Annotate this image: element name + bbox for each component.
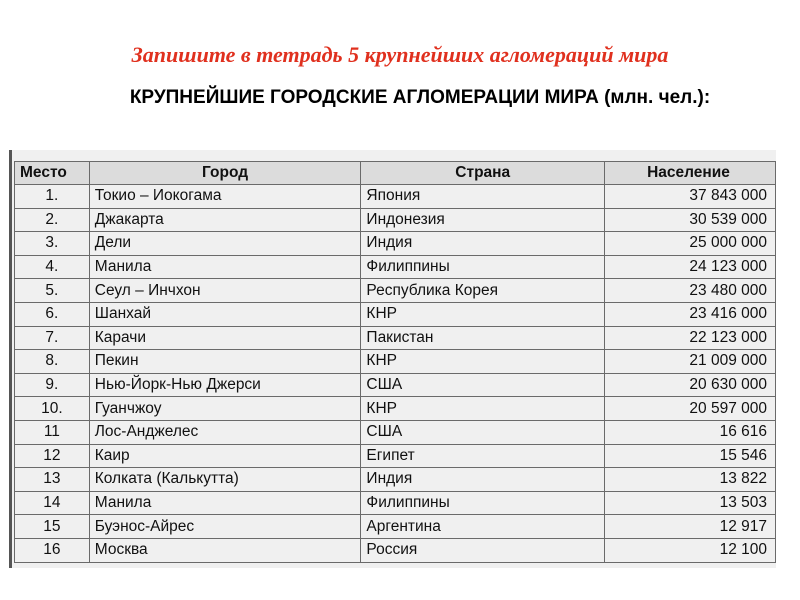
- table-row: [15, 279, 776, 303]
- cell-city: Токио – Иокогама: [89, 185, 361, 209]
- cell-city: Буэнос-Айрес: [89, 515, 361, 539]
- cell-population: 24 123 000: [605, 255, 776, 279]
- cell-country: КНР: [361, 302, 605, 326]
- table-row: [15, 491, 776, 515]
- cell-place: 5.: [15, 279, 90, 303]
- cell-country: КНР: [361, 350, 605, 374]
- table-row: [15, 420, 776, 444]
- table-row: [15, 185, 776, 209]
- cell-place: 3.: [15, 232, 90, 256]
- cell-population: 13 822: [605, 468, 776, 492]
- cell-population: 23 480 000: [605, 279, 776, 303]
- cell-place: 16: [15, 538, 90, 562]
- cell-country: Аргентина: [361, 515, 605, 539]
- header-city: Город: [89, 162, 361, 185]
- cell-city: Каир: [89, 444, 361, 468]
- cell-place: 7.: [15, 326, 90, 350]
- table-row: [15, 538, 776, 562]
- cell-city: Джакарта: [89, 208, 361, 232]
- cell-city: Гуанчжоу: [89, 397, 361, 421]
- cell-city: Колката (Калькутта): [89, 468, 361, 492]
- cell-country: США: [361, 420, 605, 444]
- cell-place: 14: [15, 491, 90, 515]
- table-image: [9, 150, 776, 568]
- table-row: [15, 208, 776, 232]
- cell-city: Пекин: [89, 350, 361, 374]
- cell-country: Египет: [361, 444, 605, 468]
- cell-country: Филиппины: [361, 255, 605, 279]
- cell-country: Республика Корея: [361, 279, 605, 303]
- cell-country: Индия: [361, 468, 605, 492]
- cell-country: США: [361, 373, 605, 397]
- cell-country: Индонезия: [361, 208, 605, 232]
- cell-place: 11: [15, 420, 90, 444]
- cell-population: 13 503: [605, 491, 776, 515]
- cell-population: 22 123 000: [605, 326, 776, 350]
- cell-city: Москва: [89, 538, 361, 562]
- cell-population: 37 843 000: [605, 185, 776, 209]
- cell-country: Япония: [361, 185, 605, 209]
- cell-city: Нью-Йорк-Нью Джерси: [89, 373, 361, 397]
- cell-population: 20 597 000: [605, 397, 776, 421]
- cell-country: КНР: [361, 397, 605, 421]
- cell-population: 30 539 000: [605, 208, 776, 232]
- cell-country: Филиппины: [361, 491, 605, 515]
- table-row: [15, 302, 776, 326]
- cell-place: 10.: [15, 397, 90, 421]
- table-row: [15, 232, 776, 256]
- cell-place: 15: [15, 515, 90, 539]
- table-header-row: [15, 162, 776, 185]
- cell-place: 9.: [15, 373, 90, 397]
- table-row: [15, 326, 776, 350]
- table-row: [15, 255, 776, 279]
- table-row: [15, 397, 776, 421]
- cell-population: 20 630 000: [605, 373, 776, 397]
- agglomerations-table: [14, 161, 776, 563]
- cell-population: 15 546: [605, 444, 776, 468]
- cell-city: Манила: [89, 491, 361, 515]
- table-row: [15, 444, 776, 468]
- cell-city: Сеул – Инчхон: [89, 279, 361, 303]
- cell-place: 12: [15, 444, 90, 468]
- cell-place: 13: [15, 468, 90, 492]
- cell-country: Россия: [361, 538, 605, 562]
- header-country: Страна: [361, 162, 605, 185]
- cell-population: 12 917: [605, 515, 776, 539]
- cell-city: Лос-Анджелес: [89, 420, 361, 444]
- cell-country: Пакистан: [361, 326, 605, 350]
- instruction-text: Запишите в тетрадь 5 крупнейших агломераций мира: [131, 42, 669, 67]
- cell-population: 21 009 000: [605, 350, 776, 374]
- cell-city: Карачи: [89, 326, 361, 350]
- cell-place: 4.: [15, 255, 90, 279]
- cell-city: Дели: [89, 232, 361, 256]
- cell-place: 8.: [15, 350, 90, 374]
- table-row: [15, 515, 776, 539]
- cell-city: Шанхай: [89, 302, 361, 326]
- cell-place: 1.: [15, 185, 90, 209]
- header-place: Место: [15, 162, 90, 185]
- cell-population: 25 000 000: [605, 232, 776, 256]
- cell-population: 12 100: [605, 538, 776, 562]
- cell-city: Манила: [89, 255, 361, 279]
- header-population: Население: [605, 162, 776, 185]
- cell-population: 16 616: [605, 420, 776, 444]
- cell-population: 23 416 000: [605, 302, 776, 326]
- cell-place: 6.: [15, 302, 90, 326]
- table-row: [15, 468, 776, 492]
- cell-place: 2.: [15, 208, 90, 232]
- cell-country: Индия: [361, 232, 605, 256]
- table-row: [15, 373, 776, 397]
- page-title: КРУПНЕЙШИЕ ГОРОДСКИЕ АГЛОМЕРАЦИИ МИРА (млн. чел.):: [129, 87, 711, 108]
- table-row: [15, 350, 776, 374]
